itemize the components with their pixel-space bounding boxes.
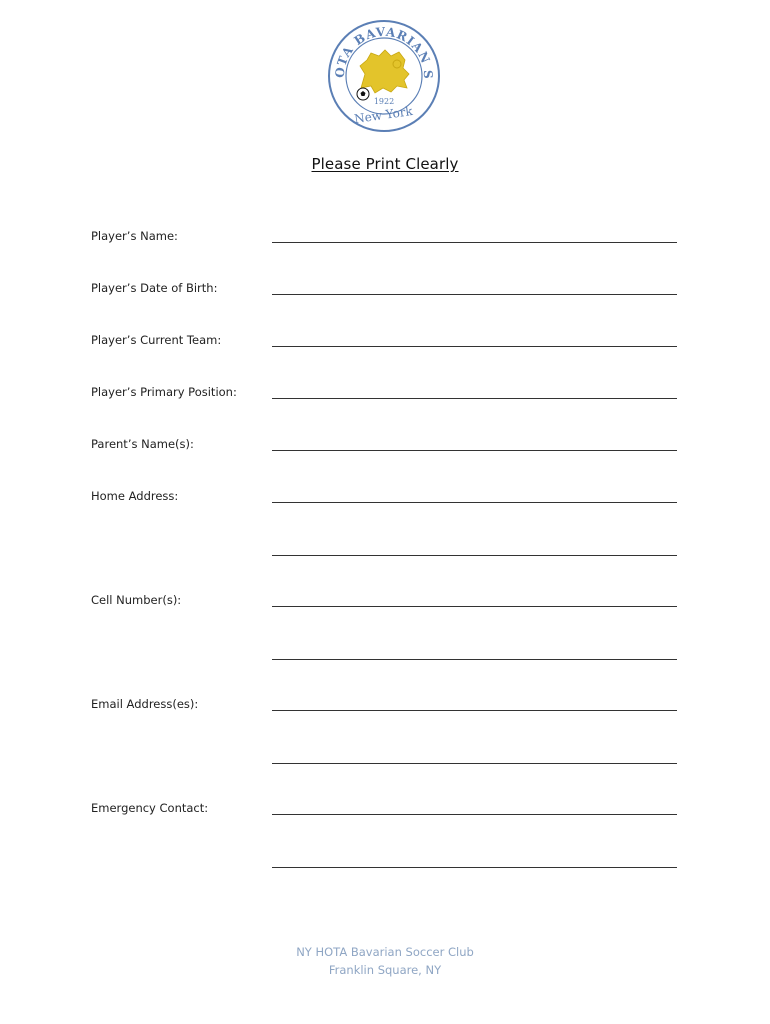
email-addresses-label: Email Address(es): bbox=[91, 697, 199, 711]
emergency-contact-line-1[interactable] bbox=[272, 814, 677, 815]
logo-year: 1922 bbox=[373, 97, 395, 106]
home-address-line-1[interactable] bbox=[272, 502, 677, 503]
players-current-team-label: Player’s Current Team: bbox=[91, 333, 222, 347]
players-dob-line[interactable] bbox=[272, 294, 677, 295]
players-name-line[interactable] bbox=[272, 242, 677, 243]
page-title: Please Print Clearly bbox=[311, 155, 459, 173]
cell-numbers-line-1[interactable] bbox=[272, 606, 677, 607]
parents-names-line[interactable] bbox=[272, 450, 677, 451]
footer bbox=[0, 943, 770, 979]
logo-city: New York bbox=[353, 104, 414, 127]
parents-names-label: Parent’s Name(s): bbox=[91, 437, 194, 451]
emergency-contact-label: Emergency Contact: bbox=[91, 801, 209, 815]
players-name-label: Player’s Name: bbox=[91, 229, 178, 243]
players-dob-label: Player’s Date of Birth: bbox=[91, 281, 218, 295]
home-address-line-2[interactable] bbox=[272, 555, 677, 556]
footer-club-name: NY HOTA Bavarian Soccer Club bbox=[296, 945, 474, 959]
emergency-contact-line-2[interactable] bbox=[272, 867, 677, 868]
cell-numbers-label: Cell Number(s): bbox=[91, 593, 182, 607]
players-primary-position-line[interactable] bbox=[272, 398, 677, 399]
cell-numbers-line-2[interactable] bbox=[272, 659, 677, 660]
club-logo bbox=[327, 18, 441, 134]
email-addresses-line-1[interactable] bbox=[272, 710, 677, 711]
footer-location: Franklin Square, NY bbox=[328, 963, 442, 977]
players-primary-position-label: Player’s Primary Position: bbox=[91, 385, 237, 399]
home-address-label: Home Address: bbox=[91, 489, 179, 503]
email-addresses-line-2[interactable] bbox=[272, 763, 677, 764]
soccer-ball-icon bbox=[357, 88, 369, 100]
logo-top-text: OTA BAVARIAN S bbox=[332, 24, 436, 80]
players-current-team-line[interactable] bbox=[272, 346, 677, 347]
